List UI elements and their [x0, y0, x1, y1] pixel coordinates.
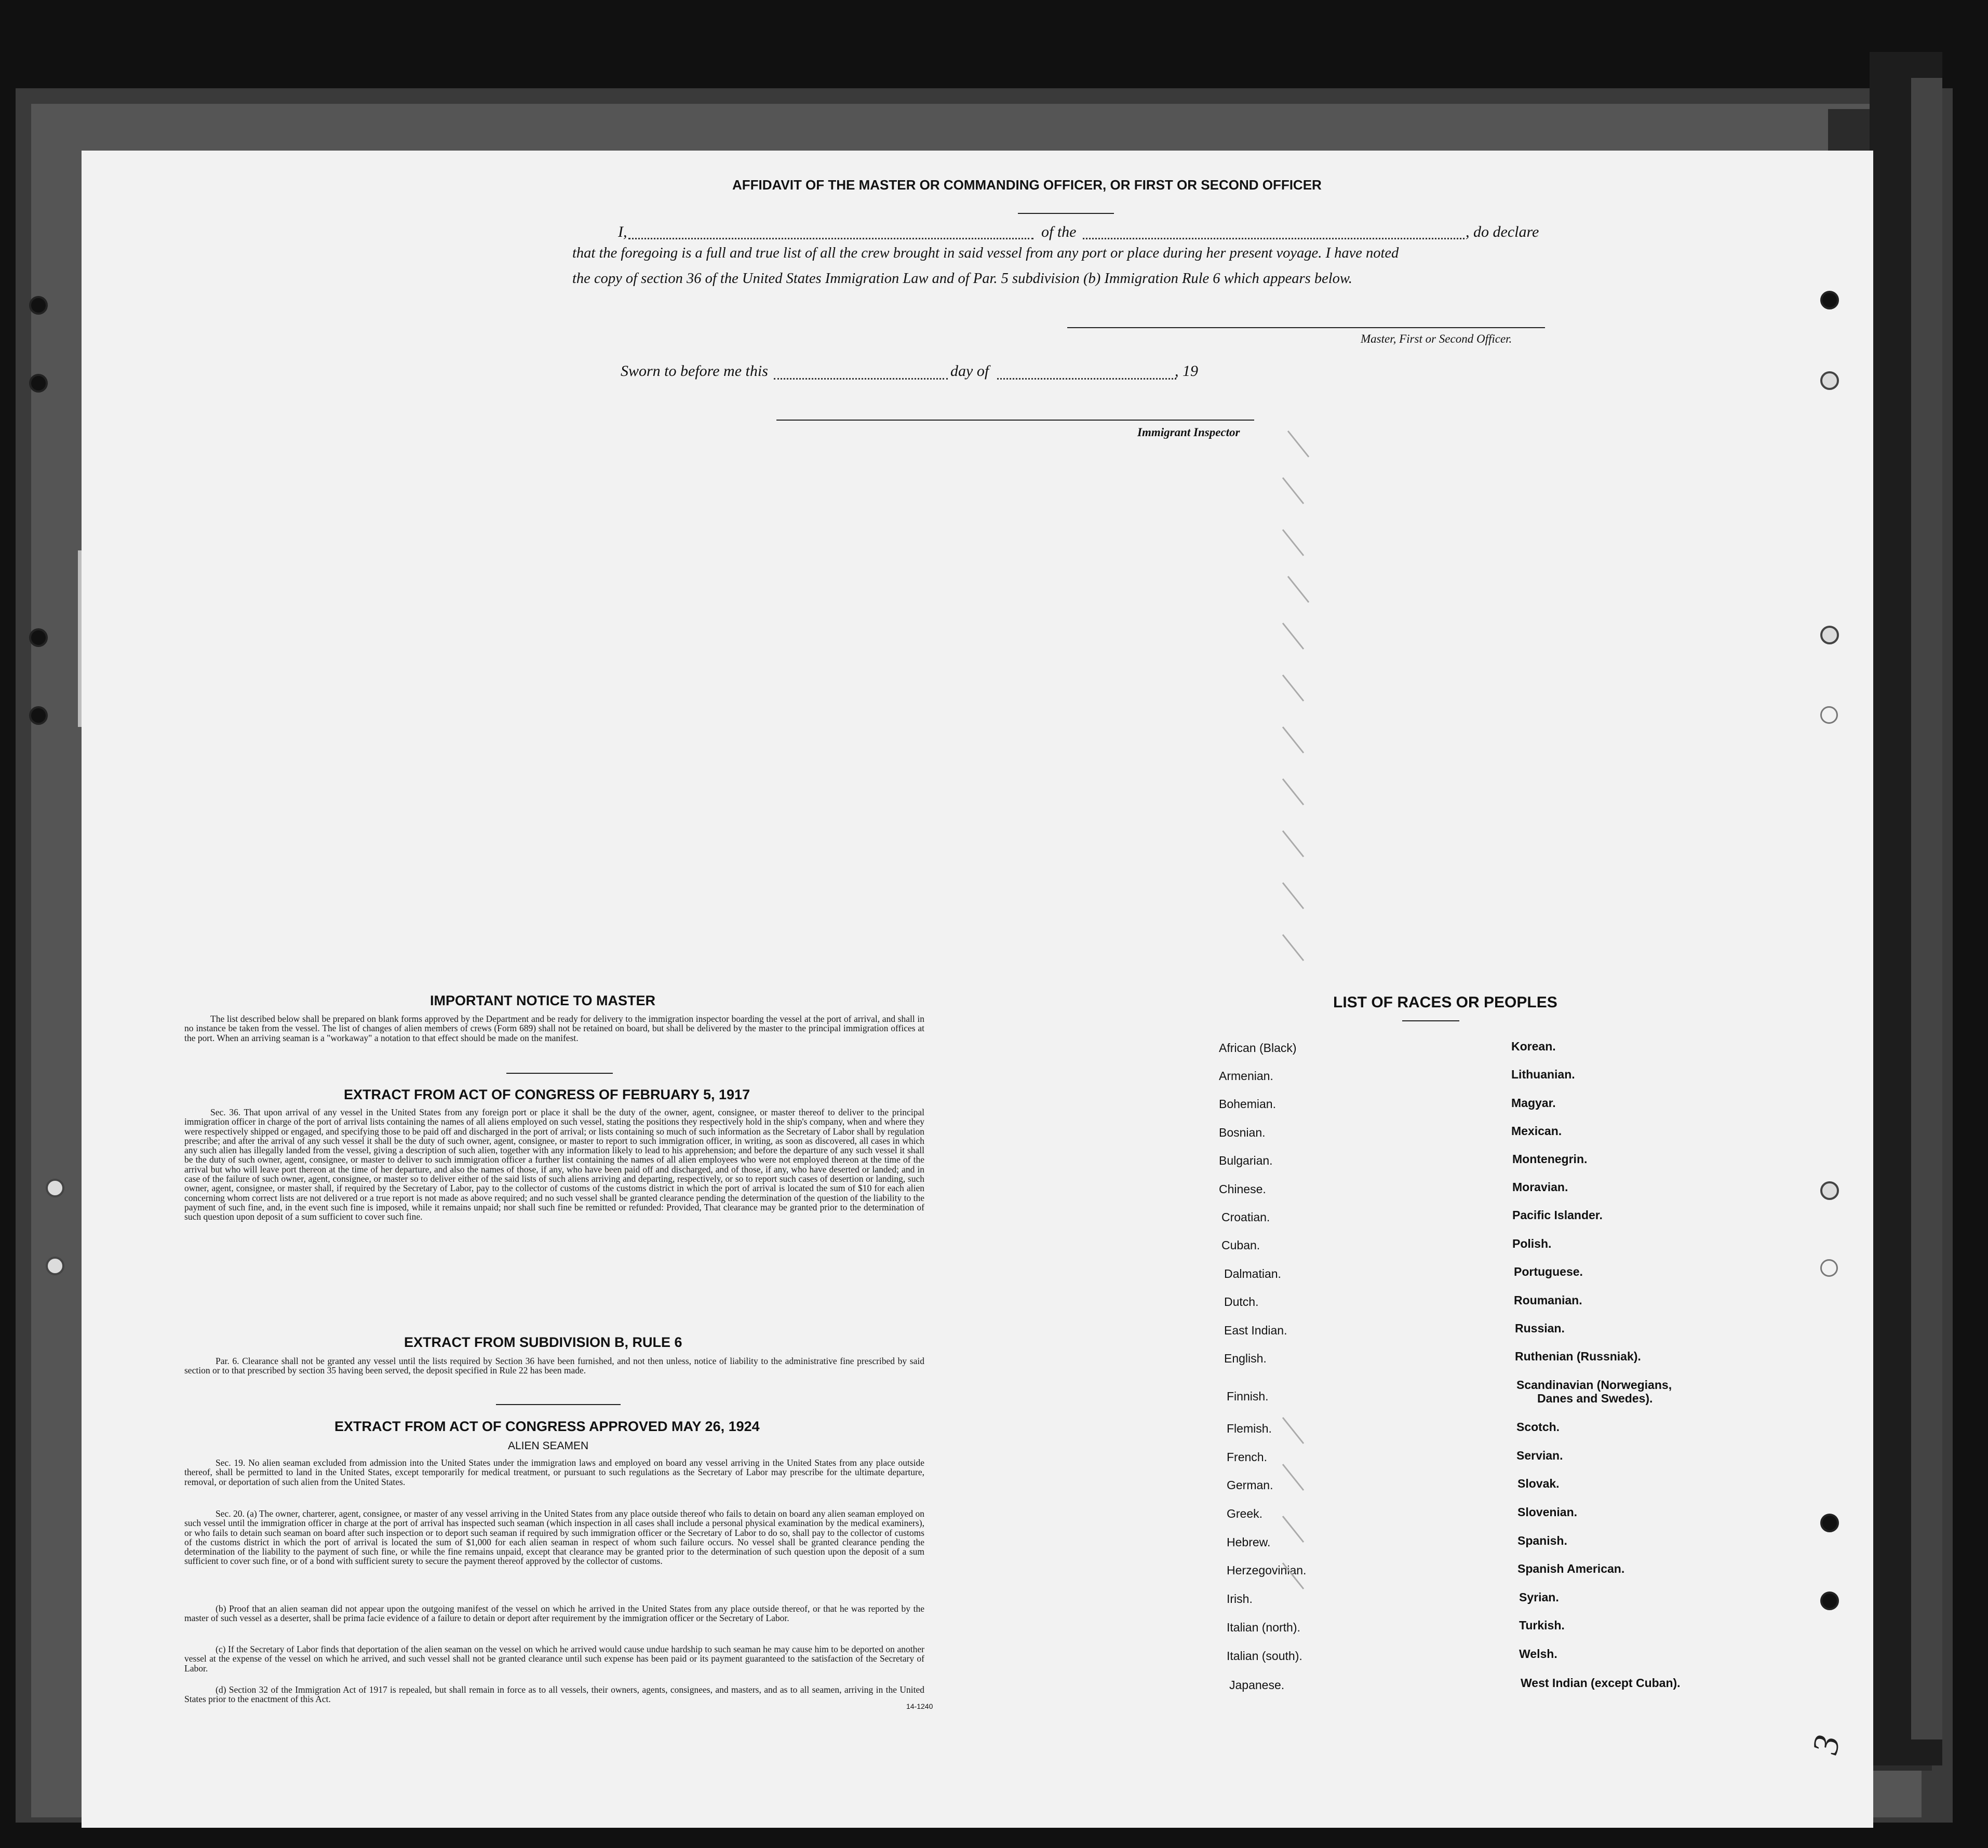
race-right-item: Portuguese.: [1514, 1265, 1583, 1278]
extract-1917-title: EXTRACT FROM ACT OF CONGRESS OF FEBRUARY 5, 1917: [344, 1087, 750, 1102]
race-right-item: Russian.: [1515, 1321, 1565, 1335]
punch-hole: [29, 706, 48, 725]
section-rule: [506, 1073, 613, 1074]
race-left-item: Irish.: [1227, 1592, 1253, 1606]
race-left-item: Croatian.: [1221, 1210, 1270, 1224]
race-right-item: Danes and Swedes).: [1537, 1392, 1653, 1405]
extract-1924-title: EXTRACT FROM ACT OF CONGRESS APPROVED MAY 26, 1924: [334, 1419, 760, 1434]
punch-hole: [1820, 626, 1839, 644]
race-left-item: Finnish.: [1227, 1390, 1269, 1403]
race-left-item: Bosnian.: [1219, 1126, 1266, 1139]
race-right-item: Magyar.: [1511, 1096, 1556, 1110]
race-right-item: Lithuanian.: [1511, 1068, 1575, 1081]
race-right-item: Mexican.: [1511, 1124, 1562, 1138]
race-left-item: Dutch.: [1224, 1295, 1259, 1309]
sworn-year-prefix: , 19: [1175, 362, 1198, 380]
sec-19-body: Sec. 19. No alien seaman excluded from admission into the United States under the immigration laws and employed on board any vessel arriving in the United States from any place outside thereof, shall be permitted to land in the United States, except temporarily for medical treatment, or pursuant to such regulations as the Secretary of Labor may prescribe for the ultimate departure, removal, or deportation of such alien from the United States.: [184, 1458, 924, 1487]
declaration-line-2: that the foregoing is a full and true list of all the crew brought in said vessel from any port or place during her present voyage. I have noted: [572, 245, 1399, 261]
race-left-item: English.: [1224, 1352, 1267, 1365]
master-name-field[interactable]: [628, 238, 1033, 239]
race-left-item: Italian (south).: [1227, 1649, 1302, 1663]
race-right-item: Korean.: [1511, 1040, 1556, 1053]
punch-hole: [46, 1179, 64, 1197]
punch-hole: [29, 296, 48, 315]
race-right-item: Pacific Islander.: [1512, 1208, 1603, 1222]
races-title-rule: [1402, 1020, 1459, 1021]
vessel-name-field[interactable]: [1083, 238, 1465, 239]
race-right-item: Moravian.: [1512, 1180, 1568, 1194]
race-right-item: Polish.: [1512, 1237, 1552, 1250]
race-left-item: East Indian.: [1224, 1324, 1287, 1337]
document-sheet: [82, 151, 1873, 1828]
race-right-item: Servian.: [1516, 1449, 1563, 1462]
handwritten-page-number: 3: [1805, 1732, 1848, 1757]
race-right-item: Spanish American.: [1517, 1562, 1625, 1575]
race-right-item: Slovenian.: [1517, 1505, 1578, 1519]
affidavit-title: AFFIDAVIT OF THE MASTER OR COMMANDING OFFICER, OR FIRST OR SECOND OFFICER: [732, 177, 1322, 193]
race-left-item: Dalmatian.: [1224, 1267, 1281, 1280]
punch-hole: [1820, 371, 1839, 390]
master-signature-line[interactable]: [1067, 327, 1545, 328]
title-rule: [1018, 213, 1114, 214]
punch-hole: [29, 374, 48, 393]
race-left-item: Bohemian.: [1219, 1097, 1276, 1111]
race-right-item: Slovak.: [1517, 1477, 1560, 1490]
punch-hole: [29, 628, 48, 647]
race-right-item: Scotch.: [1516, 1420, 1560, 1434]
race-right-item: West Indian (except Cuban).: [1521, 1676, 1681, 1690]
sworn-day-field[interactable]: [774, 378, 948, 380]
declaration-of: of the: [1041, 223, 1077, 240]
race-right-item: Montenegrin.: [1512, 1152, 1588, 1166]
sworn-prefix: Sworn to before me this: [621, 362, 768, 380]
declaration-line-3: the copy of section 36 of the United States Immigration Law and of Par. 5 subdivision (b) Immigration Rule 6 which appears below.: [572, 271, 1352, 287]
race-left-item: African (Black): [1219, 1041, 1297, 1055]
race-left-item: Japanese.: [1229, 1678, 1285, 1692]
sec-20d-body: (d) Section 32 of the Immigration Act of 1917 is repealed, but shall remain in force as to all vessels, their owners, agents, consignees, and masters, and as to all seamen, arriving in the United States prior to the enactment of this Act.: [184, 1684, 924, 1705]
punch-hole: [1820, 1591, 1839, 1610]
race-left-item: Greek.: [1227, 1507, 1263, 1520]
alien-seamen-subtitle: ALIEN SEAMEN: [508, 1440, 589, 1452]
race-right-item: Turkish.: [1519, 1618, 1565, 1632]
race-left-item: German.: [1227, 1478, 1273, 1492]
punch-hole: [46, 1257, 64, 1275]
rule-6-title: EXTRACT FROM SUBDIVISION B, RULE 6: [404, 1334, 682, 1350]
race-left-item: Herzegovinian.: [1227, 1563, 1307, 1577]
form-code: 14-1240: [906, 1702, 933, 1710]
rule-6-body: Par. 6. Clearance shall not be granted any vessel until the lists required by Section 36 have been furnished, and not then unless, notice of liability to the administrative fine prescribed by said section or to that prescribed by section 35 having been served, the deposit specified in Rule 22 has been made.: [184, 1356, 924, 1376]
notice-title: IMPORTANT NOTICE TO MASTER: [430, 993, 655, 1008]
extract-1917-body: Sec. 36. That upon arrival of any vessel in the United States from any foreign port or place it shall be the duty of the owner, agent, consignee, or master thereof to deliver to the principal immigration officer in charge of the port of arrival lists containing the names of all aliens employed on such vessel, stating the positions they respectively hold in the ship's company, when and where they were respectively shipped or engaged, and specifying those to be paid off and discharged in the port of arrival; or lists containing so much of such information as the Secretary of Labor shall by regulation prescribe; and after the arrival of any such vessel it shall be the duty of such owner, agent, consignee, or master to report to such immigration officer, in writing, as soon as discovered, all cases in which any such alien has illegally landed from the vessel, giving a description of such alien, together with any information likely to lead to his apprehension; and before the departure of any such vessel it shall be the duty of such owner, agent, consignee, or master to deliver to such immigration officer a further list containing the names of all alien employees who were not employed thereon at the time of the arrival but who will leave port thereon at the time of her departure, and also the names of those, if any, who have been paid off and discharged, and of those, if any, who have deserted or landed; and in case of the failure of such owner, agent, consignee, or master so to deliver either of the said lists of such aliens arriving and departing, respectively, or so to report such cases of desertion or landing, such owner, agent, consignee, or master shall, if required by the Secretary of Labor, pay to the collector of customs of the customs district in which the port of arrival is located the sum of $10 for each alien concerning whom correct lists are not delivered or a true report is not made as above required; and no such vessel shall be granted clearance pending the determination of the question of the liability to the payment of such fine, and, in the event such fine is imposed, while it remains unpaid; nor shall such fine be remitted or refunded: Provided, That clearance may be granted prior to the determination of such question upon deposit of a sum sufficient to cover such fine.: [184, 1107, 924, 1222]
master-signature-caption: Master, First or Second Officer.: [1361, 332, 1512, 345]
sec-20b-body: (b) Proof that an alien seaman did not appear upon the outgoing manifest of the vessel on which he arrived in the United States from any place outside thereof, or that he was reported by the master of such vessel as a deserter, shall be prima facie evidence of a failure to detain or deport after requirement by the immigration officer or the Secretary of Labor.: [184, 1603, 924, 1624]
race-left-item: Hebrew.: [1227, 1535, 1271, 1549]
inspector-caption: Immigrant Inspector: [1137, 426, 1240, 439]
race-right-item: Spanish.: [1517, 1534, 1567, 1547]
race-left-item: Cuban.: [1221, 1238, 1260, 1252]
sworn-month-field[interactable]: [997, 378, 1176, 380]
races-title: LIST OF RACES OR PEOPLES: [1333, 994, 1557, 1011]
declaration-i: I,: [618, 223, 627, 240]
punch-hole: [1820, 1514, 1839, 1532]
inspector-signature-line[interactable]: [776, 420, 1254, 421]
race-right-item: Welsh.: [1519, 1647, 1557, 1661]
race-left-item: Flemish.: [1227, 1422, 1272, 1435]
race-left-item: French.: [1227, 1450, 1267, 1464]
sec-20c-body: (c) If the Secretary of Labor finds that deportation of the alien seaman on the vessel on which he arrived would cause undue hardship to such seaman he may cause him to be deported on another vessel at the expense of the vessel on which he arrived, and such vessel shall not be granted clearance until such expense has been paid or its payment guaranteed to the satisfaction of the Secretary of Labor.: [184, 1644, 924, 1674]
race-right-item: Ruthenian (Russniak).: [1515, 1350, 1641, 1363]
race-right-item: Roumanian.: [1514, 1293, 1582, 1307]
section-rule: [496, 1404, 621, 1405]
race-left-item: Italian (north).: [1227, 1621, 1300, 1634]
race-right-item: Scandinavian (Norwegians,: [1516, 1378, 1672, 1392]
race-left-item: Chinese.: [1219, 1182, 1266, 1196]
punch-hole: [1820, 1181, 1839, 1200]
race-left-item: Bulgarian.: [1219, 1154, 1273, 1167]
race-right-item: Syrian.: [1519, 1590, 1559, 1604]
race-left-item: Armenian.: [1219, 1069, 1273, 1083]
sworn-day-label: day of: [950, 362, 989, 380]
punch-hole: [1820, 1259, 1838, 1277]
sec-20a-body: Sec. 20. (a) The owner, charterer, agent, consignee, or master of any vessel arriving in the United States from any place outside thereof who fails to detain on board any alien seaman employed on such vessel until the immigration officer in charge at the port of arrival has inspected such seaman (which inspection in all cases shall include a personal physical examination by the medical examiners), or who fails to detain such seaman on board after such inspection or to deport such seaman if required by such immigration officer or the Secretary of Labor to do so, shall pay to the collector of customs of the customs district in which the port of arrival is located the sum of $1,000 for each alien seaman in respect of whom such failure occurs. No vessel shall be granted clearance pending the determination of the liability to the payment of such fine, or while the fine remains unpaid, except that clearance may be granted prior to the determination of such question upon the deposit of a sum sufficient to cover such fine, or of a bond with sufficient surety to secure the payment thereof approved by the collector of customs.: [184, 1508, 924, 1567]
punch-hole: [1820, 291, 1839, 309]
punch-hole: [1820, 706, 1838, 724]
notice-body: The list described below shall be prepared on blank forms approved by the Department and be ready for delivery to the immigration inspector boarding the vessel at the port of arrival, and shall in no instance be taken from the vessel. The list of changes of alien members of crews (Form 689) shall not be retained on board, but shall be delivered by the master to the principal immigration offices at the port. When an arriving seaman is a "workaway" a notation to that effect should be made on the manifest.: [184, 1014, 924, 1043]
declaration-end: , do declare: [1466, 223, 1539, 240]
